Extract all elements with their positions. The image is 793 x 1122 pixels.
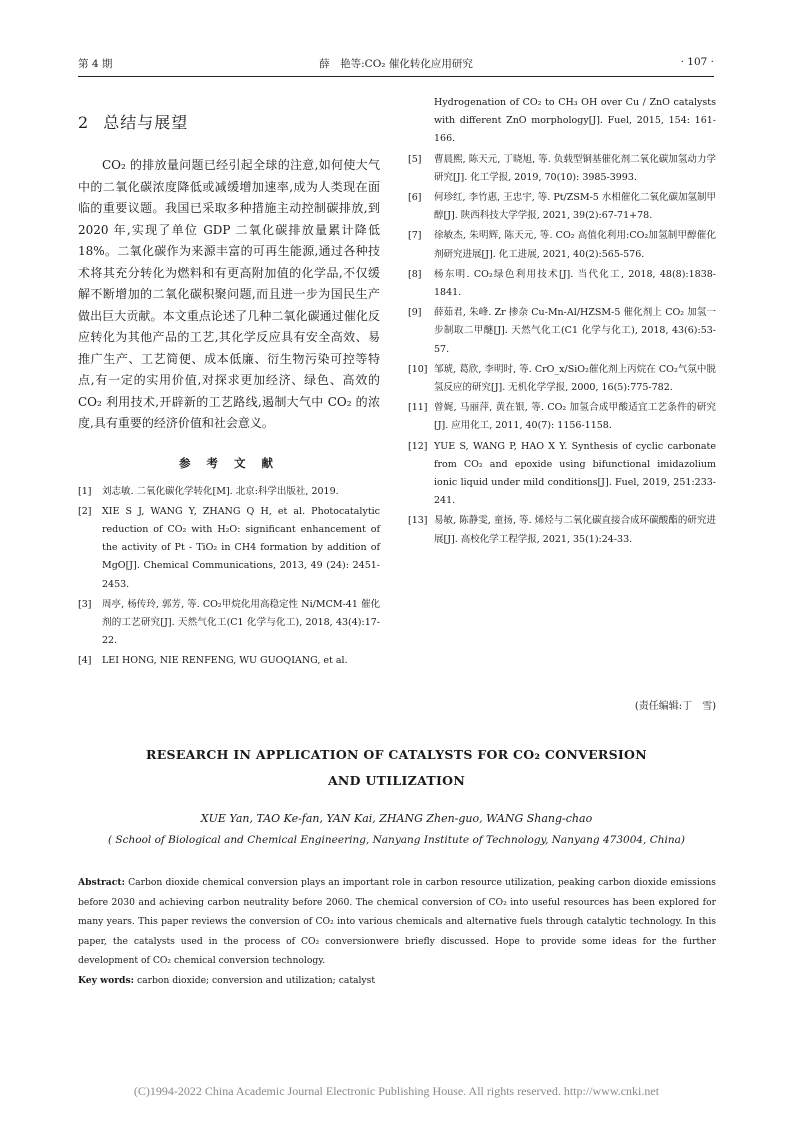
reference-index: [5] [408,153,422,165]
reference-text: 何珍红, 李竹惠, 王忠宇, 等. Pt/ZSM-5 水相催化二氧化碳加氢制甲醇[J]. 陕西科技大学学报, 2021, 39(2):67-71+78. [434,192,716,222]
reference-index: [4] [78,655,92,667]
english-affiliation: ( School of Biological and Chemical Engineering, Nanyang Institute of Technology, Nanyang 473004, China) [107,834,686,846]
abstract-label: Abstract: [78,877,125,888]
reference-index: [12] [408,440,428,452]
english-title-line1: RESEARCH IN APPLICATION OF CATALYSTS FOR CO₂ CONVERSION [146,747,647,762]
reference-item [408,438,716,511]
reference-text: 易敏, 陈静雯, 童扬, 等. 烯烃与二氧化碳直接合成环碳酸酯的研究进展[J]. 高校化学工程学报, 2021, 35(1):24-33. [434,515,716,545]
reference-item [78,503,380,594]
reference-item [78,652,380,670]
reference-index: [13] [408,515,428,527]
reference-text: 邹琥, 葛欣, 李明时, 等. CrO_x/SiO₂催化剂上丙烷在 CO₂气氛中脱氢反应的研究[J]. 无机化学学报, 2000, 16(5):775-782. [434,363,716,394]
reference-continuation [408,94,716,149]
reference-text: XIE S J, WANG Y, ZHANG Q H, et al. Photocatalytic reduction of CO₂ with H₂O: significant enhancement of the activity of Pt - TiO₂ in CH4 formation by addition of MgO[J]. Chemical Communications, 2013, 49 (24): 2451-2453. [102,505,380,590]
responsible-editor: (责任编辑:丁 雪) [634,701,716,712]
english-abstract [78,873,716,991]
english-authors: XUE Yan, TAO Ke-fan, YAN Kai, ZHANG Zhen-guo, WANG Shang-chao [200,812,593,825]
reference-text: LEI HONG, NIE RENFENG, WU GUOQIANG, et al. [102,655,348,667]
reference-index: [3] [78,598,92,610]
page-number: · 107 · [680,56,714,68]
reference-text: Hydrogenation of CO₂ to CH₃ OH over Cu / ZnO catalysts with different ZnO morphology[J]. Fuel, 2015, 154: 161-166. [434,97,716,145]
english-title [60,742,733,794]
references-heading: 参 考 文 献 [178,455,279,470]
english-title-line2: AND UTILIZATION [327,773,466,788]
reference-item [408,512,716,548]
reference-text: YUE S, WANG P, HAO X Y. Synthesis of cyclic carbonate from CO₂ and epoxide using bifunctional imidazolium ionic liquid under mild conditions[J]. Fuel, 2019, 251:233-241. [434,440,716,507]
section-title: 总结与展望 [103,113,189,132]
section-heading [78,110,380,133]
keywords-block [78,971,716,991]
reference-index: [7] [408,230,422,242]
reference-item [408,189,716,225]
abstract-block [78,873,716,971]
reference-text: 曾娓, 马丽萍, 黄在银, 等. CO₂ 加氢合成甲酸适宜工艺条件的研究[J]. 应用化工, 2011, 40(7): 1156-1158. [434,402,716,432]
right-column [408,94,716,551]
header-rule [78,76,714,77]
issue-number: 第 4 期 [78,58,113,70]
running-title: 薛 艳等:CO₂ 催化转化应用研究 [319,58,473,70]
reference-index: [10] [408,363,428,375]
keywords-text: carbon dioxide; conversion and utilization; catalyst [136,974,376,986]
abstract-text: Carbon dioxide chemical conversion plays an important role in carbon resource utilization, peaking carbon dioxide emissions before 2030 and achieving carbon neutrality before 2060. The chemical conversion of CO₂ into useful resources has been explored for many years. This paper reviews the conversion of CO₂ into various chemicals and alternative fuels through catalytic technology. In this paper, the catalysts used in the process of CO₂ conversionwere briefly discussed. Hope to provide some ideas for the further development of CO₂ chemical conversion technology. [78,877,716,967]
reference-item [408,266,716,302]
keywords-label: Key words: [78,974,135,986]
reference-index: [6] [408,192,422,204]
reference-text: 周亭, 杨传玲, 郭芳, 等. CO₂甲烷化用高稳定性 Ni/MCM-41 催化剂的工艺研究[J]. 天然气化工(C1 化学与化工), 2018, 43(4):17-22. [102,598,380,647]
reference-index: [11] [408,402,428,414]
reference-index: [9] [408,307,422,319]
reference-text: 薛茹君, 朱峰. Zr 掺杂 Cu-Mn-Al/HZSM-5 催化剂上 CO₂ 加氢一步制取二甲醚[J]. 天然气化工(C1 化学与化工), 2018, 43(6):53-57. [434,307,716,355]
reference-item [78,483,380,501]
copyright-footer: (C)1994-2022 China Academic Journal Electronic Publishing House. All rights reserved. http://www.cnki.net [133,1084,660,1098]
reference-text: 曹晨熙, 陈天元, 丁晓旭, 等. 负载型铜基催化剂二氧化碳加氢动力学研究[J]. 化工学报, 2019, 70(10): 3985-3993. [434,153,716,183]
reference-index: [2] [78,505,92,517]
reference-text: 徐敏杰, 朱明辉, 陈天元, 等. CO₂ 高值化利用:CO₂加氢制甲醇催化剂研究进展[J]. 化工进展, 2021, 40(2):565-576. [434,230,716,260]
reference-text: 杨东明. CO₂绿色利用技术[J]. 当代化工, 2018, 48(8):1838-1841. [434,268,716,299]
reference-item [408,151,716,187]
section-number: 2 [78,113,90,132]
reference-item [78,596,380,651]
conclusion-paragraph: CO₂ 的排放量问题已经引起全球的注意,如何使大气中的二氧化碳浓度降低或减缓增加速率,成为人类现在面临的重要议题。我国已采取多种措施主动控制碳排放,到 2020 年,实现了单位 GDP 二氧化碳排放量累计降低 18%。二氧化碳作为来源丰富的可再生能源,通过各种技术将其充分转化为燃料和有更高附加值的化学品,不仅缓解不断增加的二氧化碳积聚问题,而且进一步为国民生产做出巨大贡献。本文重点论述了几种二氧化碳通过催化反应转化为其他产品的工艺,其化学反应具有安全高效、易推广生产、工艺简便、成本低廉、衍生物污染可控等特点,有一定的实用价值,对探求更加经济、绿色、高效的 CO₂ 利用技术,开辟新的工艺路线,遏制大气中 CO₂ 的浓度,具有重要的经济价值和社会意义。 [78,158,380,430]
reference-index: [1] [78,485,92,497]
left-column [78,100,380,673]
reference-item [408,399,716,435]
reference-item [408,361,716,397]
reference-item [408,304,716,359]
reference-text: 刘志敏. 二氧化碳化学转化[M]. 北京:科学出版社, 2019. [102,485,339,497]
reference-index: [8] [408,268,422,280]
reference-item [408,227,716,263]
running-header [78,56,714,72]
